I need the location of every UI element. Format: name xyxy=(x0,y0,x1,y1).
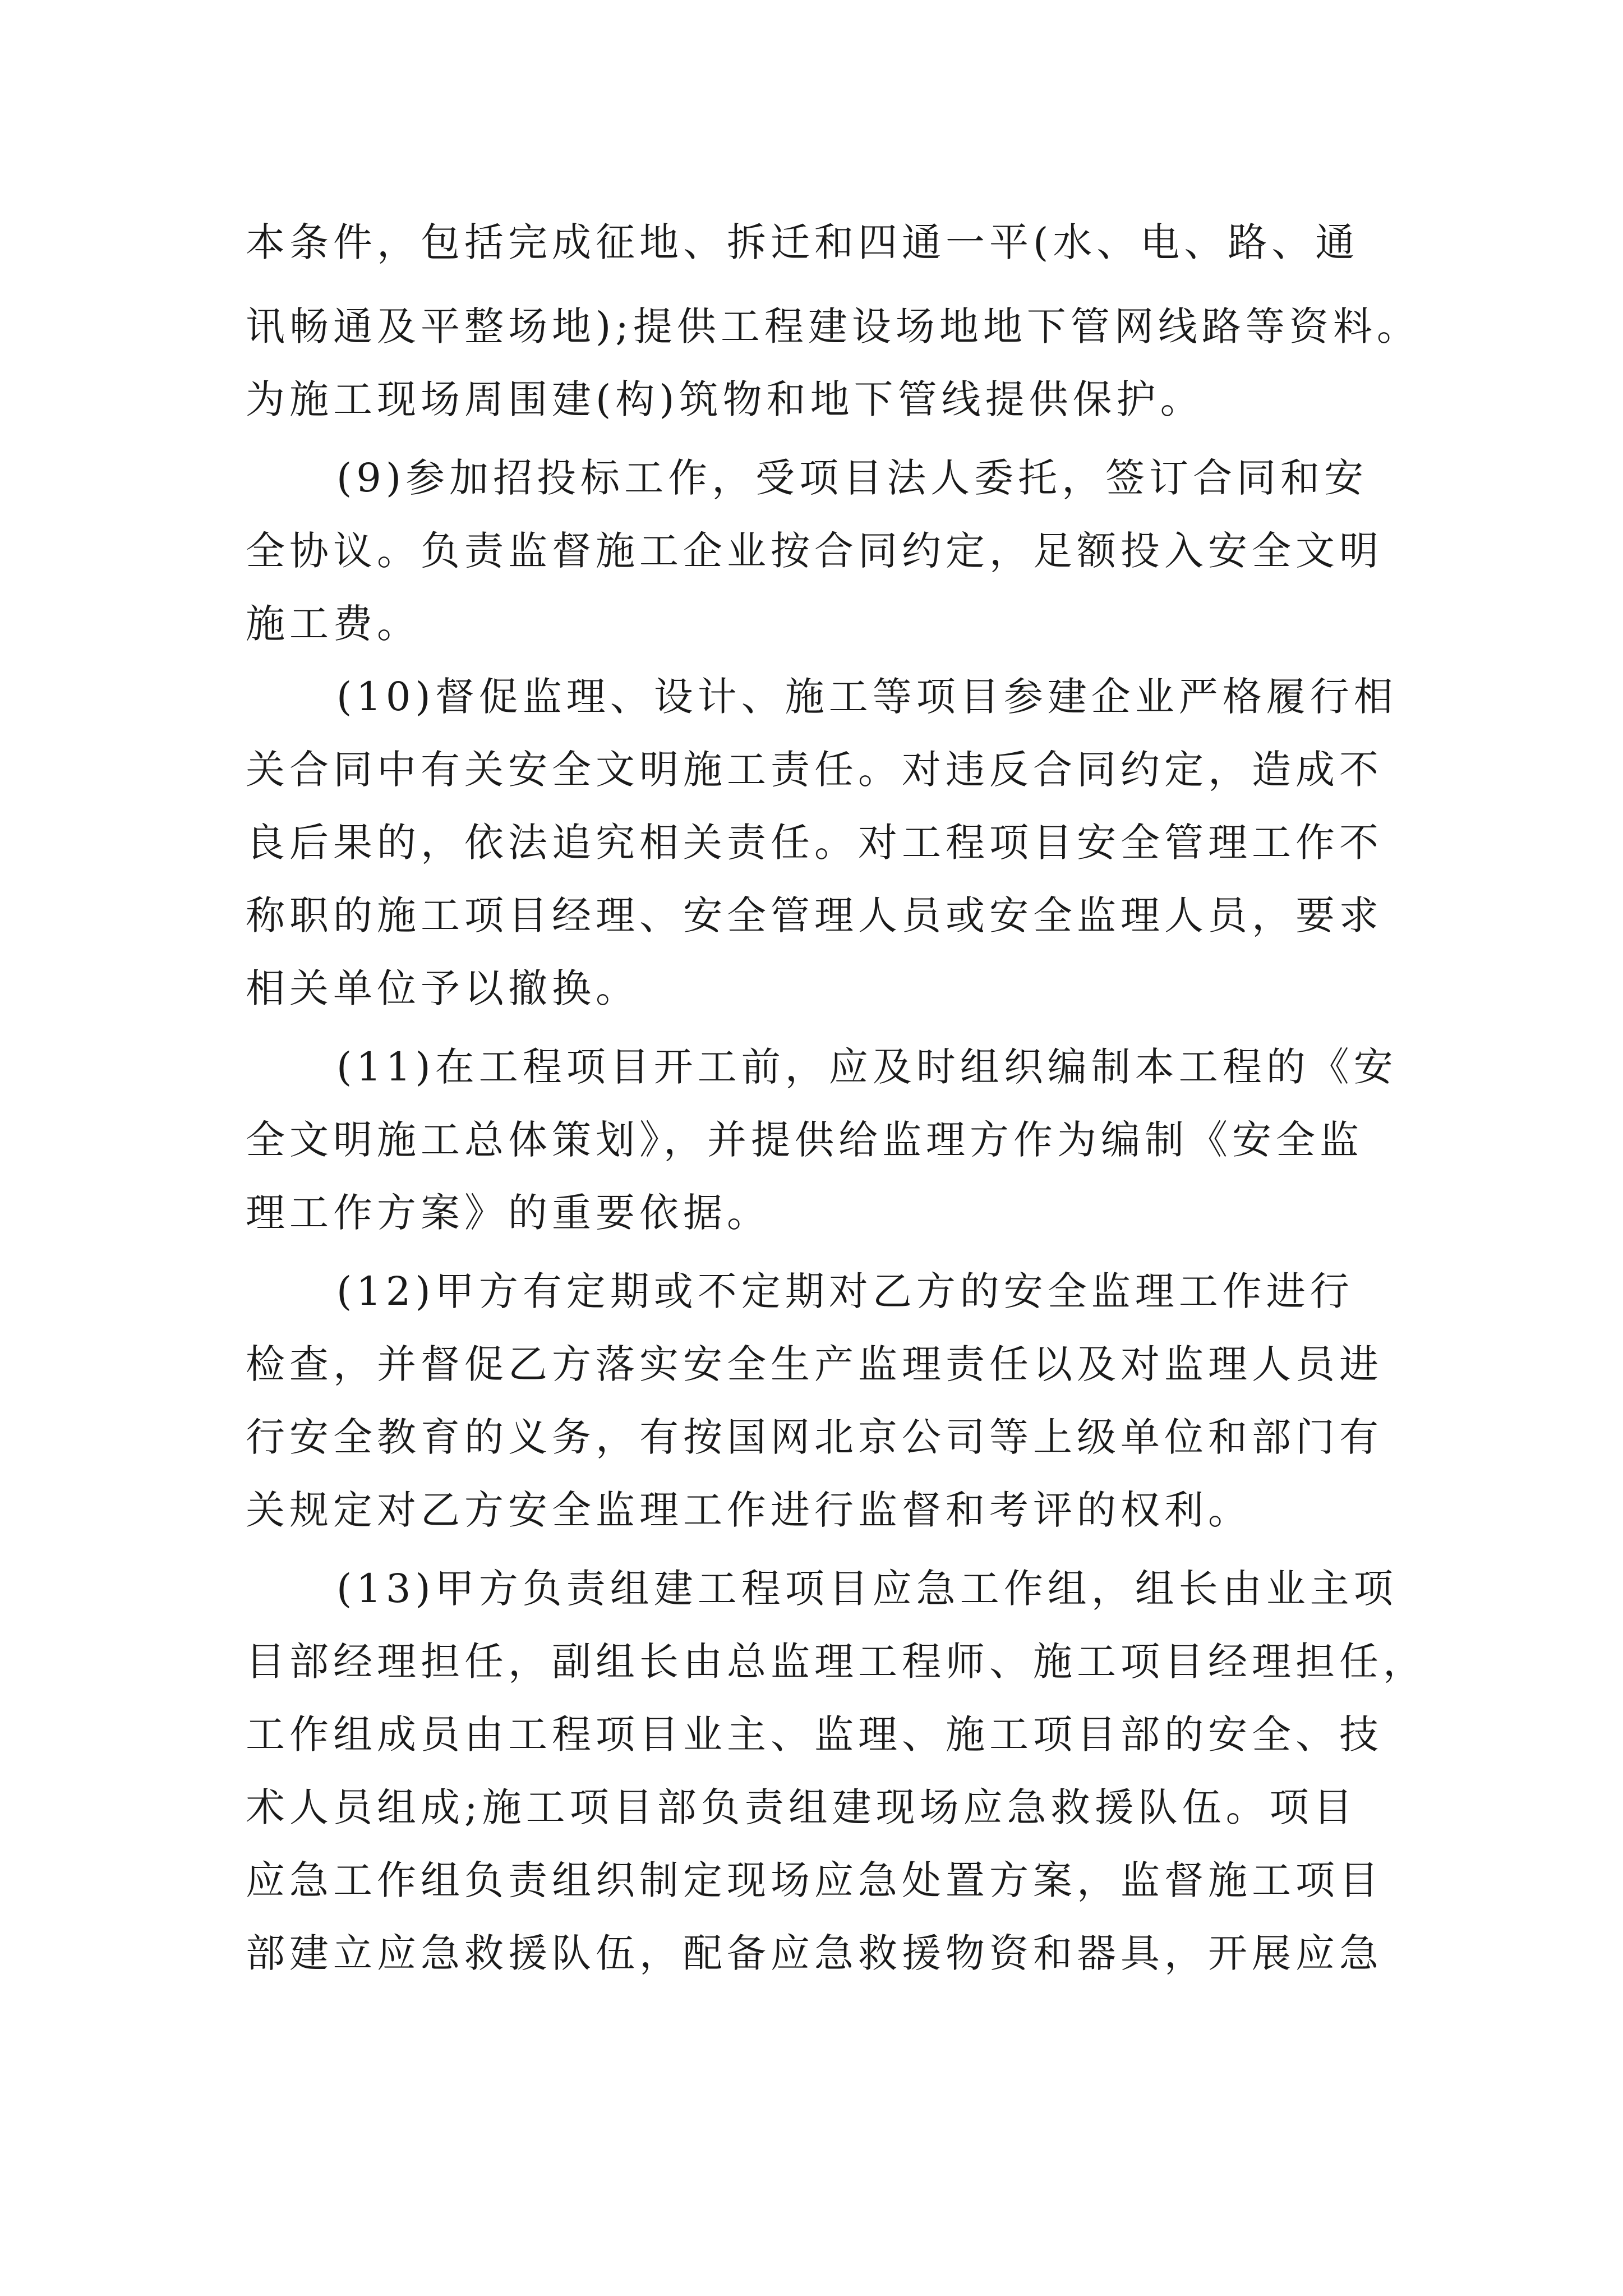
text-line: 相关单位予以撤换。 xyxy=(246,965,639,1011)
text-line: 术人员组成;施工项目部负责组建现场应急救援队伍。项目 xyxy=(246,1784,1357,1830)
text-line: 全协议。负责监督施工企业按合同约定，足额投入安全文明 xyxy=(246,528,1383,574)
text-line: 称职的施工项目经理、安全管理人员或安全监理人员，要求 xyxy=(246,892,1383,938)
text-line: 关合同中有关安全文明施工责任。对违反合同约定，造成不 xyxy=(246,747,1383,793)
text-line: 为施工现场周围建(构)筑物和地下管线提供保护。 xyxy=(246,376,1204,422)
text-line: 行安全教育的义务，有按国网北京公司等上级单位和部门有 xyxy=(246,1414,1383,1460)
paragraph-9-first-line: (9)参加招投标工作，受项目法人委托，签订合同和安 xyxy=(336,455,1368,501)
text-line: 讯畅通及平整场地);提供工程建设场地地下管网线路等资料。 xyxy=(246,303,1421,349)
text-line: 全文明施工总体策划》，并提供给监理方作为编制《安全监 xyxy=(246,1117,1363,1163)
text-line: 良后果的，依法追究相关责任。对工程项目安全管理工作不 xyxy=(246,820,1383,866)
paragraph-11-first-line: (11)在工程项目开工前，应及时组织编制本工程的《安 xyxy=(336,1044,1398,1090)
text-line: 关规定对乙方安全监理工作进行监督和考评的权利。 xyxy=(246,1487,1252,1533)
text-line: 理工作方案》的重要依据。 xyxy=(246,1190,771,1236)
paragraph-12-first-line: (12)甲方有定期或不定期对乙方的安全监理工作进行 xyxy=(336,1268,1354,1314)
text-line: 本条件，包括完成征地、拆迁和四通一平(水、电、路、通 xyxy=(246,219,1359,265)
text-line: 工作组成员由工程项目业主、监理、施工项目部的安全、技 xyxy=(246,1711,1383,1757)
paragraph-13-first-line: (13)甲方负责组建工程项目应急工作组，组长由业主项 xyxy=(336,1566,1398,1612)
paragraph-10-first-line: (10)督促监理、设计、施工等项目参建企业严格履行相 xyxy=(336,674,1398,720)
text-line: 目部经理担任，副组长由总监理工程师、施工项目经理担任， xyxy=(246,1639,1427,1685)
text-line: 检查，并督促乙方落实安全生产监理责任以及对监理人员进 xyxy=(246,1341,1383,1387)
text-line: 部建立应急救援队伍，配备应急救援物资和器具，开展应急 xyxy=(246,1930,1383,1976)
text-line: 施工费。 xyxy=(246,601,421,647)
text-line: 应急工作组负责组织制定现场应急处置方案，监督施工项目 xyxy=(246,1857,1383,1903)
